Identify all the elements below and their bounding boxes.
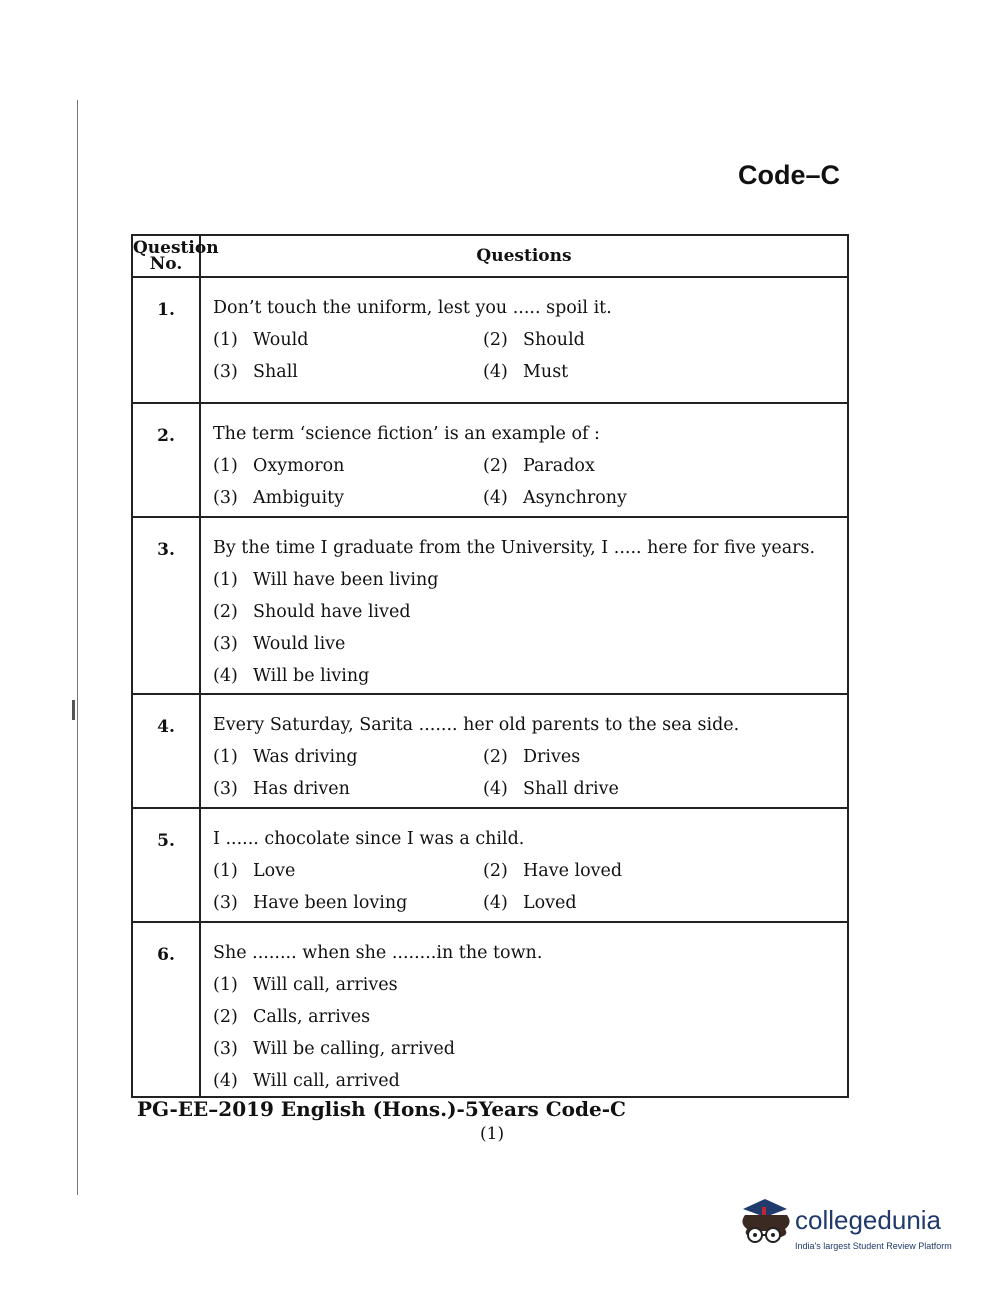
option: (4) Will call, arrived — [213, 1071, 400, 1091]
options — [213, 747, 837, 800]
question-number: 4. — [132, 694, 200, 808]
question-stem: By the time I graduate from the University, I ..... here for five years. — [213, 538, 816, 558]
question-number: 5. — [132, 808, 200, 922]
options — [213, 570, 837, 687]
questions-table — [131, 234, 849, 1098]
paper-footer: PG-EE–2019 English (Hons.)-5Years Code-C — [137, 1097, 626, 1121]
question-number: 3. — [132, 517, 200, 694]
table-header-row — [132, 235, 848, 277]
option: (3) Shall — [213, 362, 298, 382]
option: (1) Was driving — [213, 747, 358, 767]
option: (1) Will have been living — [213, 570, 439, 590]
option: (2) Drives — [483, 747, 581, 767]
question-body — [200, 517, 848, 694]
question-row-5 — [132, 808, 848, 922]
option: (4) Must — [483, 362, 569, 382]
logo-wordmark: collegedunia — [795, 1205, 942, 1235]
question-body — [200, 694, 848, 808]
question-row-4 — [132, 694, 848, 808]
option: (1) Will call, arrives — [213, 975, 398, 995]
option: (4) Loved — [483, 893, 577, 913]
question-body — [200, 922, 848, 1097]
question-stem: Every Saturday, Sarita ....... her old parents to the sea side. — [213, 715, 740, 735]
paper-code: Code–C — [737, 160, 840, 190]
scan-margin-mark — [72, 700, 75, 720]
question-row-2 — [132, 403, 848, 517]
question-body — [200, 277, 848, 403]
header-question-no-line1: Question — [133, 238, 219, 258]
option: (2) Have loved — [483, 861, 623, 881]
options — [213, 456, 837, 509]
question-number: 2. — [132, 403, 200, 517]
question-stem: Don’t touch the uniform, lest you ..... spoil it. — [213, 298, 612, 318]
question-row-3 — [132, 517, 848, 694]
options — [213, 975, 837, 1092]
logo-tagline: India's largest Student Review Platform — [795, 1241, 952, 1251]
header-questions: Questions — [200, 235, 848, 277]
option: (3) Has driven — [213, 779, 350, 799]
option: (1) Oxymoron — [213, 456, 345, 476]
option: (3) Will be calling, arrived — [213, 1039, 455, 1059]
option: (2) Calls, arrives — [213, 1007, 371, 1027]
options — [213, 330, 837, 383]
question-row-6 — [132, 922, 848, 1097]
question-stem: She ........ when she ........in the town. — [213, 943, 543, 963]
page-number: (1) — [480, 1124, 505, 1144]
question-number: 6. — [132, 922, 200, 1097]
scan-margin-line — [77, 100, 78, 1195]
option: (1) Would — [213, 330, 309, 350]
question-number: 1. — [132, 277, 200, 403]
options — [213, 861, 837, 914]
option: (4) Asynchrony — [483, 488, 627, 508]
question-stem: The term ‘science fiction’ is an example of : — [213, 424, 600, 444]
option: (2) Should — [483, 330, 585, 350]
mascot-icon — [735, 1195, 795, 1255]
option: (3) Have been loving — [213, 893, 408, 913]
option: (4) Will be living — [213, 666, 370, 686]
option: (2) Paradox — [483, 456, 595, 476]
option: (4) Shall drive — [483, 779, 619, 799]
option: (3) Would live — [213, 634, 346, 654]
option: (1) Love — [213, 861, 296, 881]
option: (3) Ambiguity — [213, 488, 345, 508]
question-stem: I ...... chocolate since I was a child. — [213, 829, 525, 849]
collegedunia-logo — [735, 1195, 965, 1260]
question-body — [200, 808, 848, 922]
header-question-no-line2: No. — [149, 254, 183, 274]
header-question-no — [132, 235, 219, 277]
option: (2) Should have lived — [213, 602, 411, 622]
question-body — [200, 403, 848, 517]
question-row-1 — [132, 277, 848, 403]
